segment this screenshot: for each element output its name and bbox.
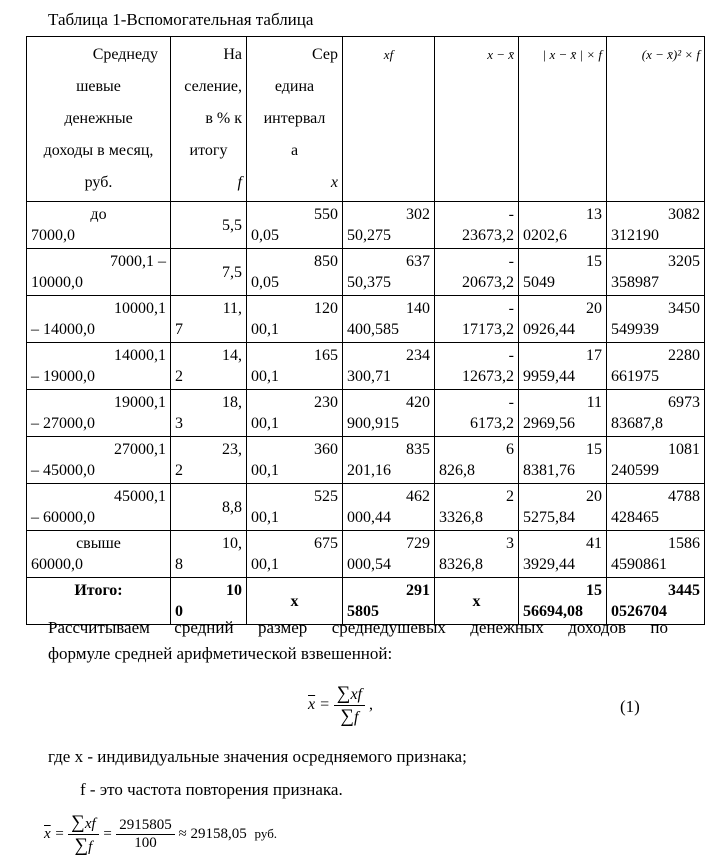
header-squared-deviation: (x − x̄)² × f — [607, 37, 705, 202]
header-abs-deviation: | x − x̄ | × f — [519, 37, 607, 202]
table-total-row: Итого: 10 0 x 291 5805 x 15 56694,08 3445 0526704 — [27, 578, 705, 625]
table-header-row — [27, 37, 705, 202]
header-income: Среднеду шевые денежные доходы в месяц, руб. — [27, 37, 171, 202]
table-caption: Таблица 1-Вспомогательная таблица — [48, 10, 314, 29]
formula-result: $\overline{x}$ = $\frac{\sum xf}{\sum f}$ = $\frac{2915805}{100}$ ≈ 29158,05 руб. — [44, 812, 278, 856]
table-row: 27000,1 – 45000,0 23, 2 360 00,1 835 201,16 6 826,8 15 8381,76 1081 240599 — [27, 437, 705, 484]
table-row: свыше 60000,0 10, 8 675 00,1 729 000,54 3 8326,8 41 3929,44 1586 4590861 — [27, 531, 705, 578]
definition-f: f - это частота повторения признака. — [80, 780, 343, 799]
formula-weighted-mean: $\overline{x}$ = $\frac{\sum xf}{\sum f}$ , — [308, 683, 373, 727]
table-row: до 7000,0 5,5 550 0,05 302 50,275 - 23673,2 13 0202,6 3082 312190 — [27, 202, 705, 249]
header-xf: xf — [343, 37, 435, 202]
header-population: На селение, в % к итогу f — [171, 37, 247, 202]
definition-x: где x - индивидуальные значения осредняемого признака; — [48, 747, 467, 766]
header-deviation: x − x̄ — [435, 37, 519, 202]
header-interval-mid: Сер едина интервал а x — [247, 37, 343, 202]
table-row: 14000,1 – 19000,0 14, 2 165 00,1 234 300,71 - 12673,2 17 9959,44 2280 661975 — [27, 343, 705, 390]
formula-number: (1) — [620, 697, 640, 716]
table-row: 10000,1 – 14000,0 11, 7 120 00,1 140 400,585 - 17173,2 20 0926,44 3450 549939 — [27, 296, 705, 343]
table-row: 7000,1 – 10000,0 7,5 850 0,05 637 50,375 - 20673,2 15 5049 3205 358987 — [27, 249, 705, 296]
table-row: 19000,1 – 27000,0 18, 3 230 00,1 420 900,915 - 6173,2 11 2969,56 6973 83687,8 — [27, 390, 705, 437]
table-row: 45000,1 – 60000,0 8,8 525 00,1 462 000,44 2 3326,8 20 5275,84 4788 428465 — [27, 484, 705, 531]
paragraph-intro: Рассчитываем средний размер среднедушевых денежных доходов по формуле средней арифметической взвешенной: — [48, 618, 668, 663]
auxiliary-table — [26, 36, 705, 625]
